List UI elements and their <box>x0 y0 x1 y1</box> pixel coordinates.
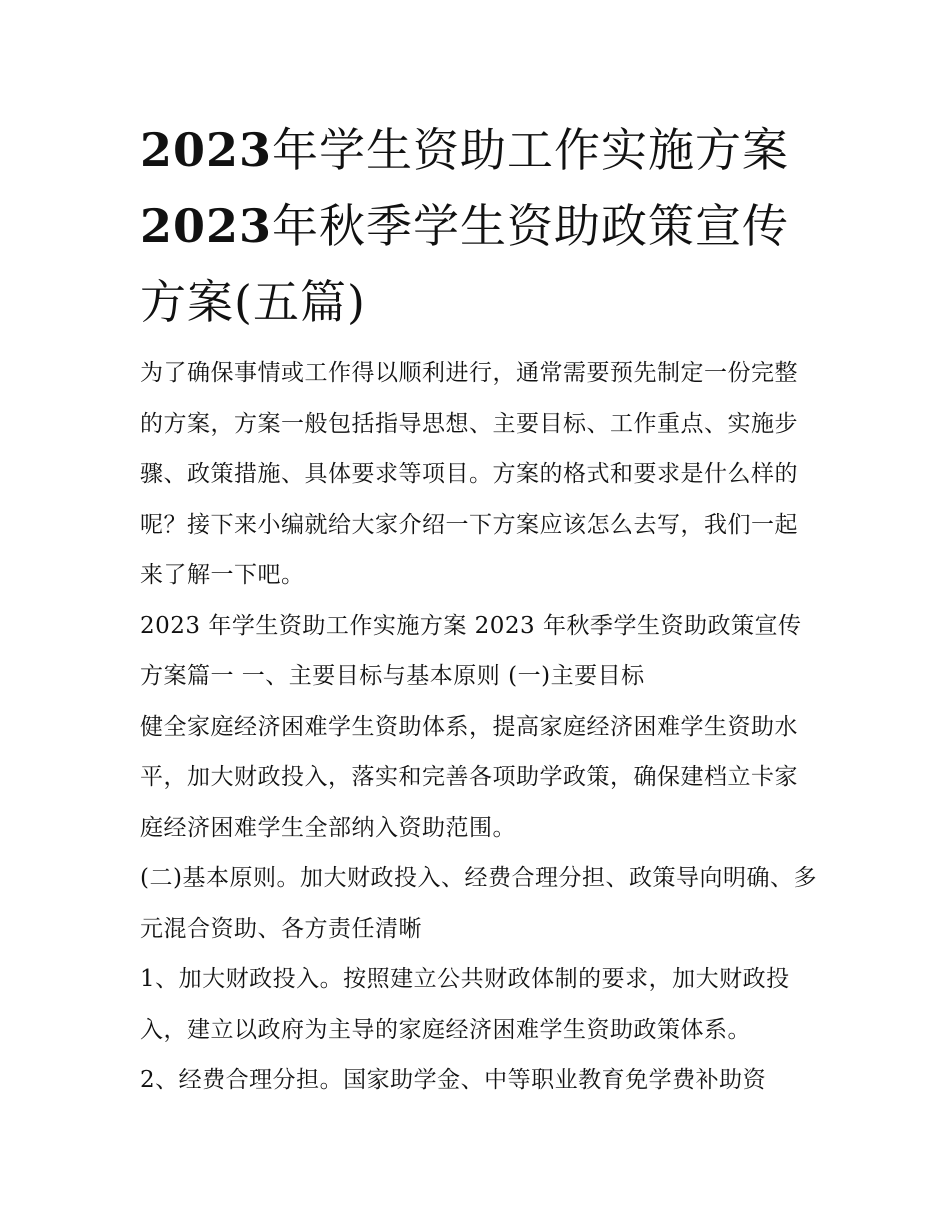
title-year-1: 2023 <box>140 123 273 177</box>
intro-paragraph: 为了确保事情或工作得以顺利进行，通常需要预先制定一份完整的方案，方案一般包括指导思想、主要目标、工作重点、实施步骤、政策措施、具体要求等项目。方案的格式和要求是什么样的呢？接下来小编就给大家介绍一下方案应该怎么去写，我们一起来了解一下吧。 <box>140 360 798 588</box>
title-text-1: 年学生资助工作实施方案 <box>272 123 790 177</box>
section-heading-paragraph: 2023 年学生资助工作实施方案 2023 年秋季学生资助政策宣传方案篇一 一、主要目标与基本原则 (一)主要目标 <box>140 612 802 689</box>
document-page <box>140 112 820 1106</box>
title-text-3: 方案(五篇) <box>140 275 366 329</box>
title-year-2: 2023 <box>140 199 273 253</box>
document-title <box>140 112 820 340</box>
main-goal-paragraph: 健全家庭经济困难学生资助体系，提高家庭经济困难学生资助水平，加大财政投入，落实和完善各项助学政策，确保建档立卡家庭经济困难学生全部纳入资助范围。 <box>140 713 798 841</box>
basic-principles-paragraph: (二)基本原则。加大财政投入、经费合理分担、政策导向明确、多元混合资助、各方责任清晰 <box>140 865 817 942</box>
title-text-2: 年秋季学生资助政策宣传 <box>272 199 790 253</box>
principle-2-paragraph: 2、经费合理分担。国家助学金、中等职业教育免学费补助资 <box>140 1067 767 1093</box>
principle-1-paragraph: 1、加大财政投入。按照建立公共财政体制的要求，加大财政投入，建立以政府为主导的家庭经济困难学生资助政策体系。 <box>140 966 790 1043</box>
